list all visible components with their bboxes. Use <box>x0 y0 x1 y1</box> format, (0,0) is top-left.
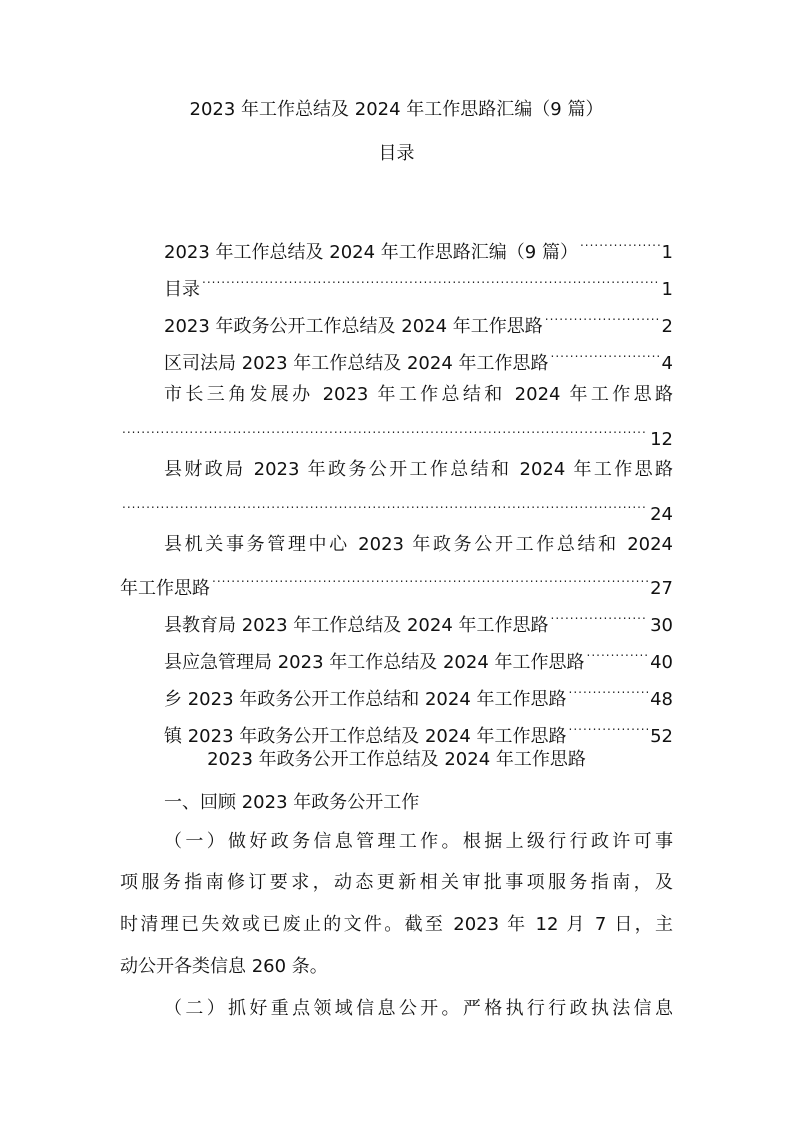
toc-entry-label: 区司法局 2023 年工作总结及 2024 年工作思路 <box>164 353 549 374</box>
toc-entry[interactable] <box>120 496 673 525</box>
toc-entry[interactable] <box>120 234 673 263</box>
toc-entry-label: 年工作思路 <box>120 578 210 599</box>
toc-entry-page: 48 <box>650 689 673 710</box>
toc-entry-page: 4 <box>661 353 673 374</box>
toc-leader-dots <box>587 644 649 668</box>
paragraph-line: 时清理已失效或已废止的文件。截至 2023 年 12 月 7 日，主 <box>120 914 673 935</box>
toc-entry-page: 1 <box>661 279 673 300</box>
toc-leader-dots <box>551 345 660 369</box>
toc-entry-page: 12 <box>650 429 673 450</box>
toc-leader-dots <box>202 271 660 295</box>
toc-heading: 目录 <box>378 143 415 164</box>
toc-leader-dots <box>212 570 648 594</box>
toc-entry[interactable] <box>120 345 673 374</box>
section-heading: 一、回顾 2023 年政务公开工作 <box>164 792 420 813</box>
toc-entry-page: 27 <box>650 578 673 599</box>
toc-leader-dots <box>569 718 649 742</box>
toc-entry-label-wrapped[interactable]: 县机关事务管理中心 2023 年政务公开工作总结和 2024 <box>164 534 673 555</box>
toc-entry-page: 24 <box>650 504 673 525</box>
toc-entry[interactable] <box>120 308 673 337</box>
toc-leader-dots <box>551 607 649 631</box>
toc-entry-page: 1 <box>661 242 673 263</box>
toc-leader-dots <box>569 681 649 705</box>
toc-entry-label: 县应急管理局 2023 年工作总结及 2024 年工作思路 <box>164 652 585 673</box>
toc-entry-page: 2 <box>661 316 673 337</box>
toc-entry-label: 乡 2023 年政务公开工作总结和 2024 年工作思路 <box>164 689 567 710</box>
toc-entry-label: 2023 年工作总结及 2024 年工作思路汇编（9 篇） <box>164 242 578 263</box>
toc-leader-dots <box>122 421 648 445</box>
toc-entry-page: 40 <box>650 652 673 673</box>
toc-entry[interactable] <box>120 570 673 599</box>
toc-entry-label: 目录 <box>164 279 200 300</box>
toc-entry[interactable] <box>120 718 673 747</box>
toc-entry-page: 30 <box>650 615 673 636</box>
toc-entry[interactable] <box>120 607 673 636</box>
toc-entry[interactable] <box>120 421 673 450</box>
toc-entry-label: 镇 2023 年政务公开工作总结及 2024 年工作思路 <box>164 726 567 747</box>
toc-entry-label-wrapped[interactable]: 县财政局 2023 年政务公开工作总结和 2024 年工作思路 <box>164 459 673 480</box>
toc-entry[interactable] <box>120 644 673 673</box>
toc-leader-dots <box>580 234 660 258</box>
paragraph-line: 动公开各类信息 260 条。 <box>120 956 328 977</box>
toc-entry-label: 2023 年政务公开工作总结及 2024 年工作思路 <box>164 316 543 337</box>
toc-entry-label: 县教育局 2023 年工作总结及 2024 年工作思路 <box>164 615 549 636</box>
toc-entry[interactable] <box>120 271 673 300</box>
paragraph-line: （一）做好政务信息管理工作。根据上级行行政许可事 <box>164 831 673 852</box>
paragraph-line: （二）抓好重点领域信息公开。严格执行行政执法信息 <box>164 998 673 1019</box>
toc-entry[interactable] <box>120 681 673 710</box>
toc-entry-page: 52 <box>650 726 673 747</box>
document-title: 2023 年工作总结及 2024 年工作思路汇编（9 篇） <box>189 99 604 120</box>
toc-entry-label-wrapped[interactable]: 市长三角发展办 2023 年工作总结和 2024 年工作思路 <box>164 384 673 405</box>
toc-leader-dots <box>122 496 648 520</box>
section-title: 2023 年政务公开工作总结及 2024 年工作思路 <box>207 749 586 770</box>
paragraph-line: 项服务指南修订要求，动态更新相关审批事项服务指南，及 <box>120 872 673 893</box>
toc-leader-dots <box>545 308 660 332</box>
